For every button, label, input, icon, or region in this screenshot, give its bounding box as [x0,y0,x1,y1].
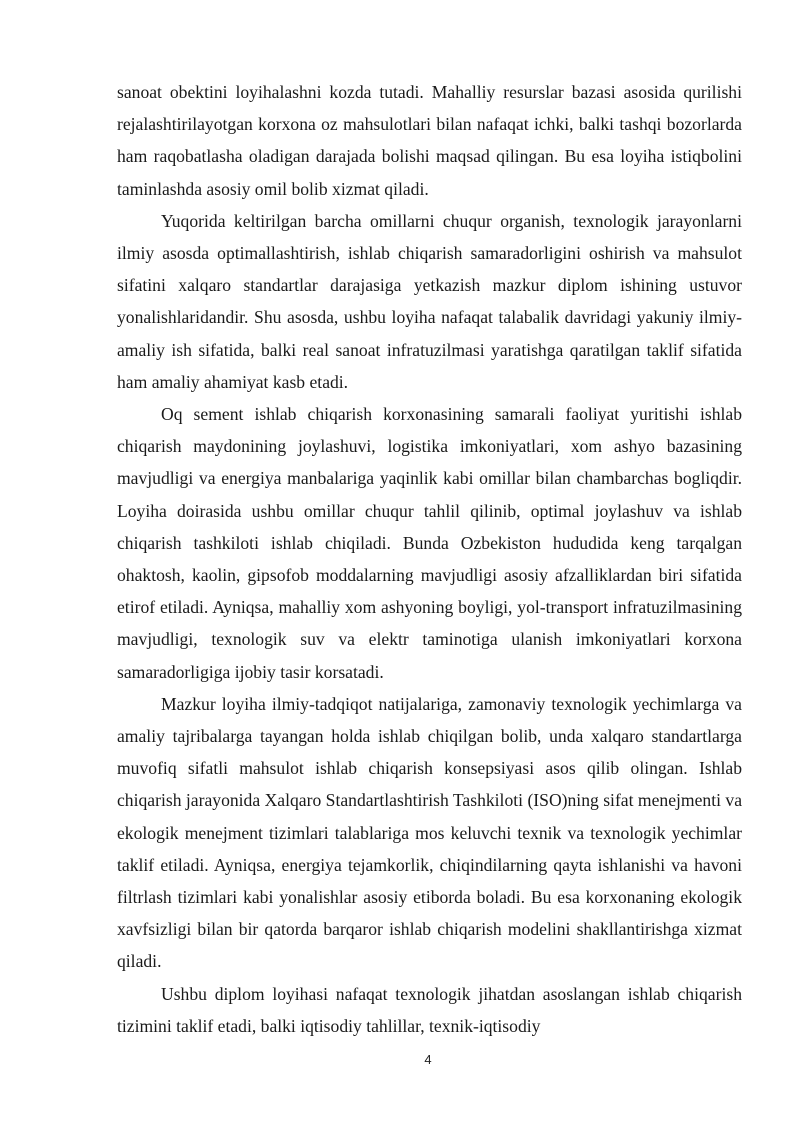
paragraph: Mazkur loyiha ilmiy-tadqiqot natijalariga, zamonaviy texnologik yechimlarga va amaliy tajribalarga tayangan holda ishlab chiqilgan bolib, unda xalqaro standartlarga muvofiq sifatli mahsulot ishlab chiqarish konsepsiyasi asos qilib olingan. Ishlab chiqarish jarayonida Xalqaro Standartlashtirish Tashkiloti (ISO)ning sifat menejmenti va ekologik menejment tizimlari talablariga mos keluvchi texnik va texnologik yechimlar taklif etiladi. Ayniqsa, energiya tejamkorlik, chiqindilarning qayta ishlanishi va havoni filtrlash tizimlari kabi yonalishlar asosiy etiborda boladi. Bu esa korxonaning ekologik xavfsizligi bilan bir qatorda barqaror ishlab chiqarish modelini shakllantirishga xizmat qiladi. [117,693,742,972]
paragraph-continuation: sanoat obektini loyihalashni kozda tutadi. Mahalliy resurslar bazasi asosida qurilishi rejalashtirilayotgan korxona oz mahsulotlari bilan nafaqat ichki, balki tashqi bozorlarda ham raqobatlasha oladigan darajada bolishi maqsad qilingan. Bu esa loyiha istiqbolini taminlashda asosiy omil bolib xizmat qiladi. [117,82,742,199]
body-text [117,76,742,1042]
paragraph: Ushbu diplom loyihasi nafaqat texnologik jihatdan asoslangan ishlab chiqarish tizimini taklif etadi, balki iqtisodiy tahlillar, texnik-iqtisodiy [117,983,742,1036]
paragraph: Yuqorida keltirilgan barcha omillarni chuqur organish, texnologik jarayonlarni ilmiy asosda optimallashtirish, ishlab chiqarish samaradorligini oshirish va mahsulot sifatini xalqaro standartlar darajasiga yetkazish mazkur diplom ishining ustuvor yonalishlaridandir. Shu asosda, ushbu loyiha nafaqat talabalik davridagi yakuniy ilmiy-amaliy ish sifatida, balki real sanoat infratuzilmasi yaratishga qaratilgan taklif sifatida ham amaliy ahamiyat kasb etadi. [117,210,742,392]
page-number: 4 [424,1052,432,1067]
paragraph: Oq sement ishlab chiqarish korxonasining samarali faoliyat yuritishi ishlab chiqarish maydonining joylashuvi, logistika imkoniyatlari, xom ashyo bazasining mavjudligi va energiya manbalariga yaqinlik kabi omillar bilan chambarchas bogliqdir. Loyiha doirasida ushbu omillar chuqur tahlil qilinib, optimal joylashuv va ishlab chiqarish tashkiloti ishlab chiqiladi. Bunda Ozbekiston hududida keng tarqalgan ohaktosh, kaolin, gipsofob moddalarning mavjudligi asosiy afzalliklardan biri sifatida etirof etiladi. Ayniqsa, mahalliy xom ashyoning boyligi, yol-transport infratuzilmasining mavjudligi, texnologik suv va elektr taminotiga ulanish imkoniyatlari korxona samaradorligiga ijobiy tasir korsatadi. [117,404,742,682]
